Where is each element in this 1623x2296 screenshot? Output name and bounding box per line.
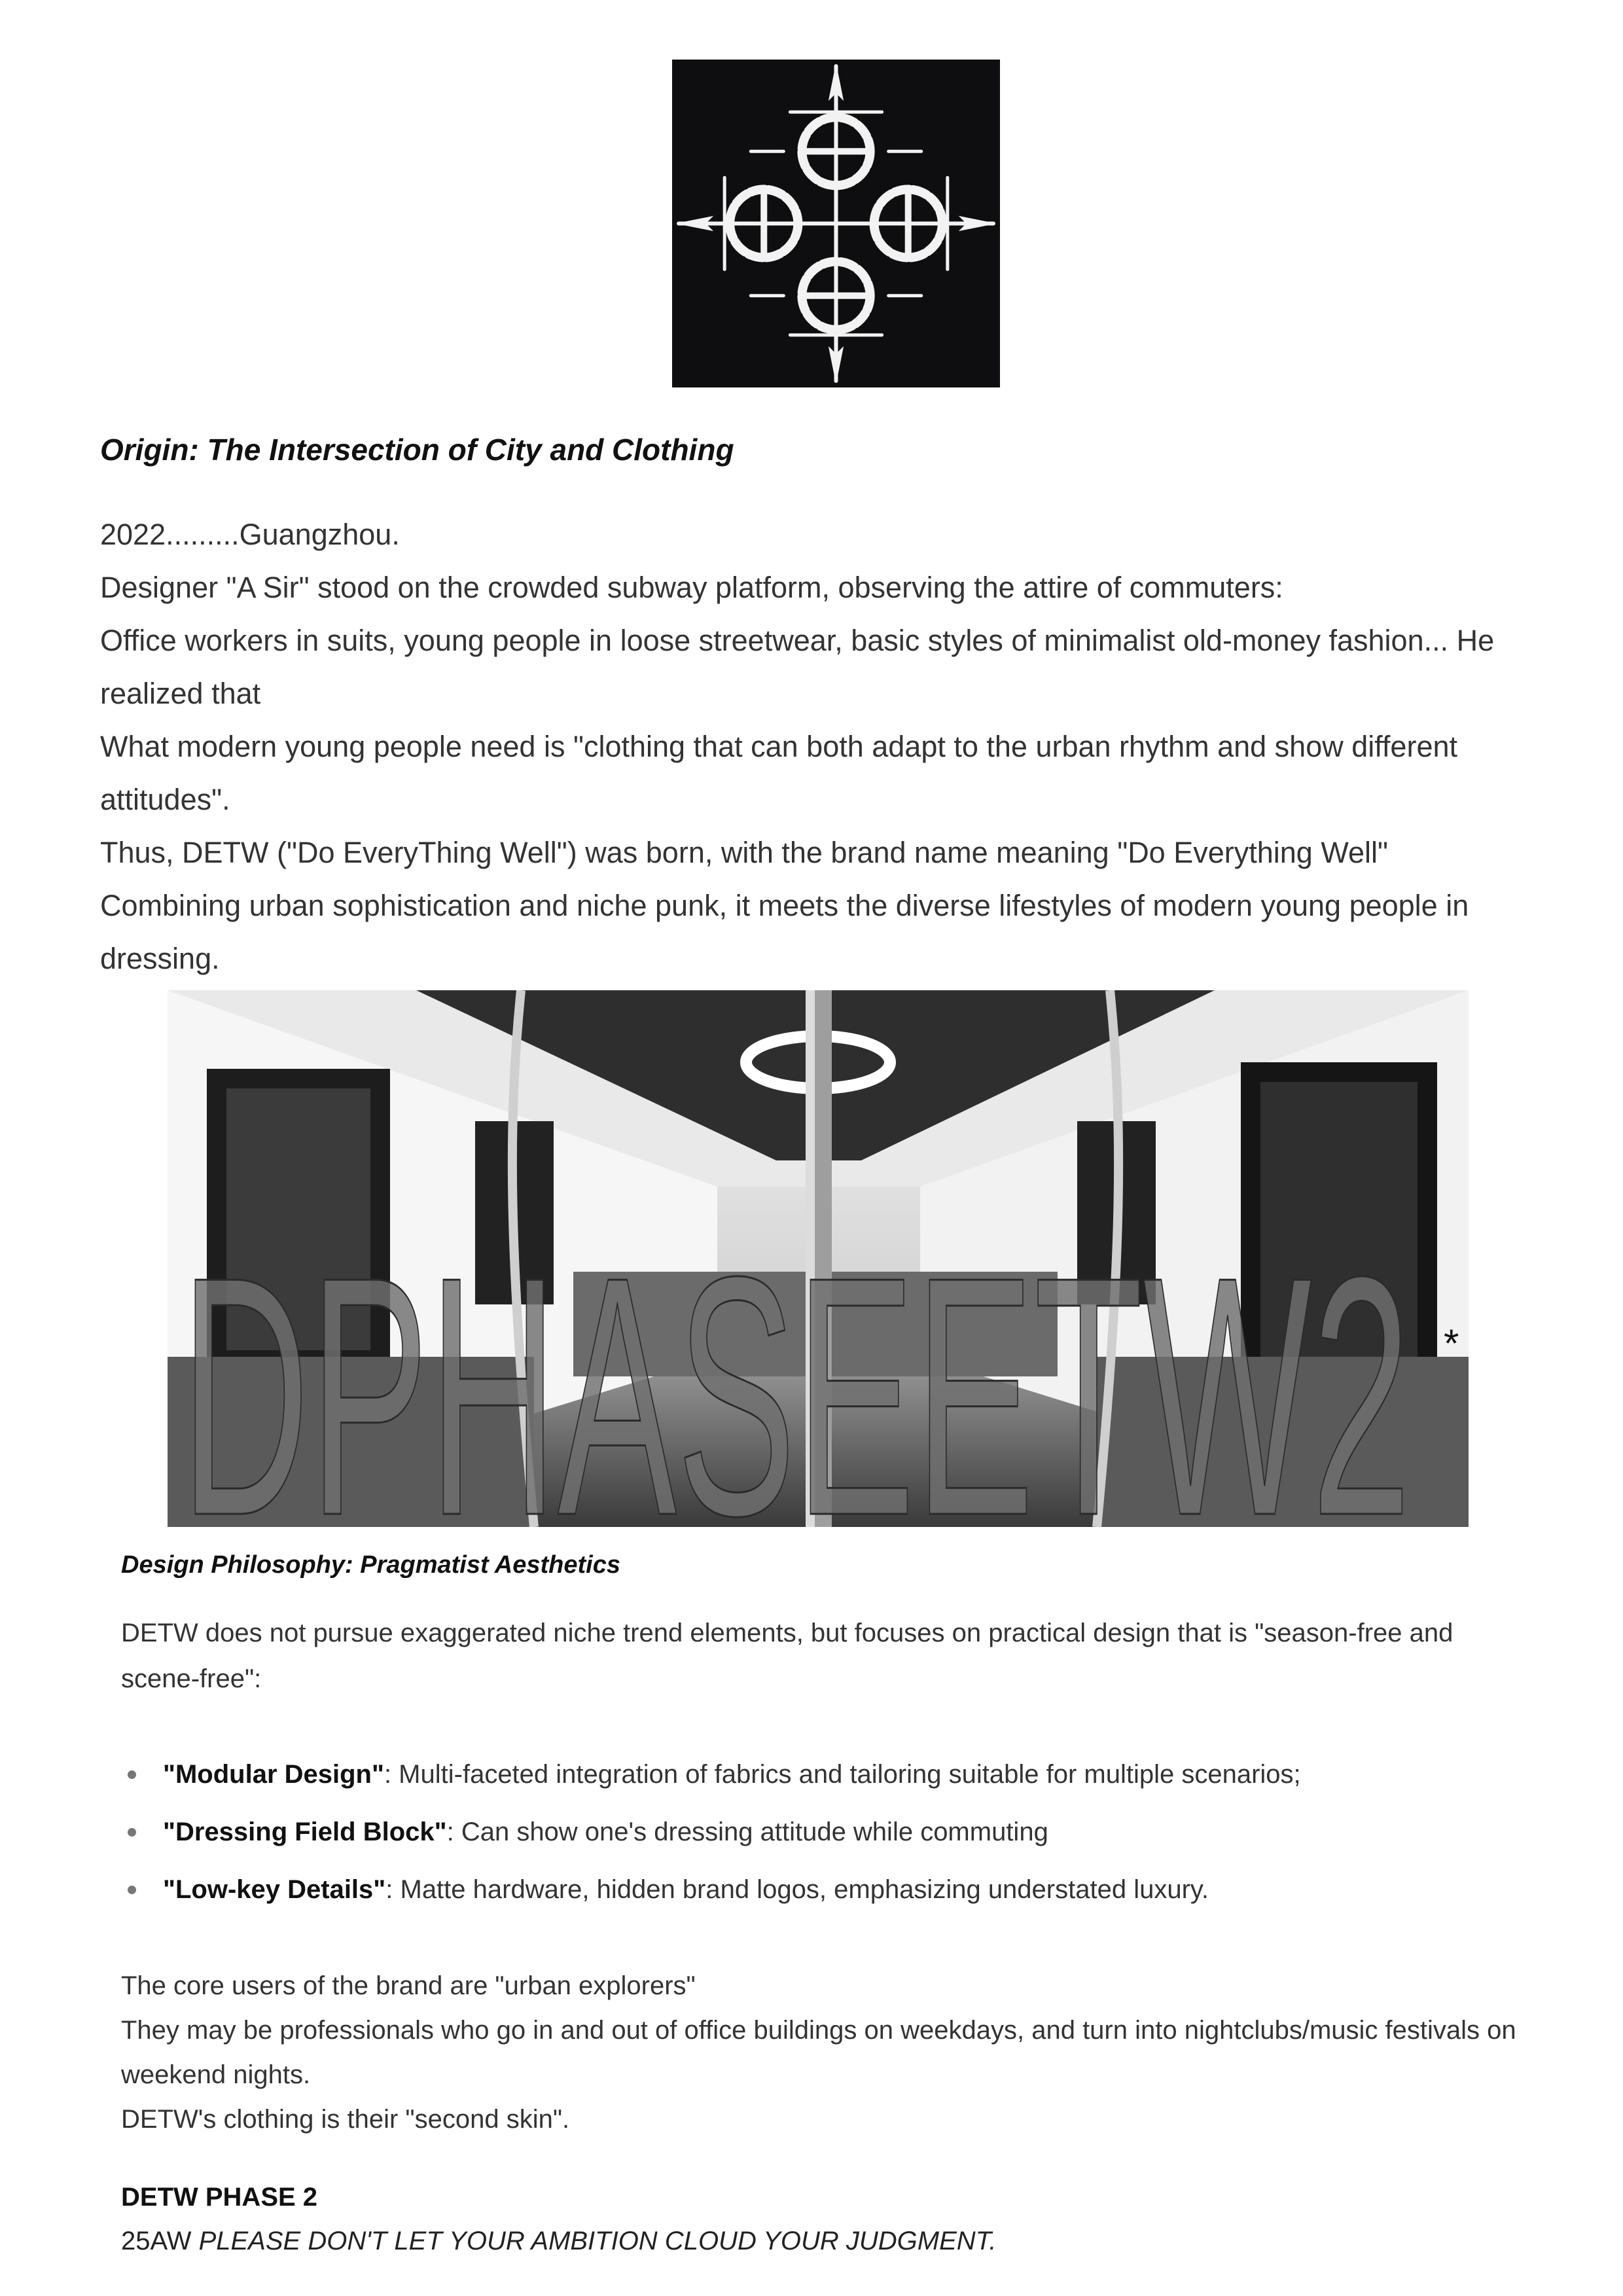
philosophy-heading: Design Philosophy: Pragmatist Aesthetics — [121, 1551, 620, 1579]
users-line: DETW's clothing is their "second skin". — [121, 2105, 570, 2134]
origin-body — [100, 508, 1540, 985]
list-item — [121, 1809, 1528, 1867]
bullet-text: : Matte hardware, hidden brand logos, emphasizing understated luxury. — [385, 1875, 1209, 1904]
origin-heading: Origin: The Intersection of City and Clothing — [100, 433, 734, 467]
bullet-text: : Multi-faceted integration of fabrics and tailoring suitable for multiple scenarios; — [383, 1760, 1301, 1789]
banner-overlay-text: DPHASEETW2 — [181, 1206, 1411, 1527]
banner-asterisk: * — [1444, 1321, 1459, 1365]
philosophy-intro: DETW does not pursue exaggerated niche trend elements, but focuses on practical design that is "season-free and scene-free": — [121, 1619, 1454, 1693]
origin-line: Combining urban sophistication and niche punk, it meets the diverse lifestyles of modern young people in dressing. — [100, 889, 1469, 975]
origin-line: Thus, DETW ("Do EveryThing Well") was born, with the brand name meaning "Do Everything Well" — [100, 836, 1388, 869]
origin-line: Designer "A Sir" stood on the crowded subway platform, observing the attire of commuters: — [100, 571, 1283, 604]
phase-heading: DETW PHASE 2 — [121, 2183, 318, 2212]
bullet-text: : Can show one's dressing attitude while commuting — [446, 1818, 1048, 1846]
users-line: They may be professionals who go in and out of office buildings on weekdays, and turn into nightclubs/music festivals on weekend nights. — [121, 2016, 1516, 2089]
brand-logo — [672, 60, 1000, 387]
phase-slogan-line — [121, 2227, 997, 2256]
origin-line: 2022.........Guangzhou. — [100, 518, 400, 551]
slogan-text: PLEASE DON'T LET YOUR AMBITION CLOUD YOUR JUDGMENT. — [198, 2227, 997, 2255]
list-item — [121, 1867, 1528, 1924]
users-line: The core users of the brand are "urban explorers" — [121, 1971, 696, 2000]
bullet-term: "Modular Design" — [163, 1760, 384, 1789]
philosophy-bullet-list — [121, 1751, 1528, 1924]
list-item — [121, 1751, 1528, 1809]
bullet-icon — [128, 1770, 136, 1779]
ornate-cross-emblem-icon — [672, 60, 1000, 387]
subway-banner-image — [168, 990, 1469, 1527]
bullet-term: "Low-key Details" — [163, 1875, 386, 1904]
origin-line: What modern young people need is "clothing that can both adapt to the urban rhythm and show different attitudes". — [100, 730, 1457, 816]
bullet-icon — [128, 1828, 136, 1837]
banner-overlay — [168, 990, 1469, 1527]
bullet-icon — [128, 1886, 136, 1894]
core-users-paragraph — [121, 1964, 1528, 2142]
origin-line: Office workers in suits, young people in loose streetwear, basic styles of minimalist old-money fashion... He realized that — [100, 624, 1495, 710]
season-label: 25AW — [121, 2227, 192, 2255]
bullet-term: "Dressing Field Block" — [163, 1818, 447, 1846]
